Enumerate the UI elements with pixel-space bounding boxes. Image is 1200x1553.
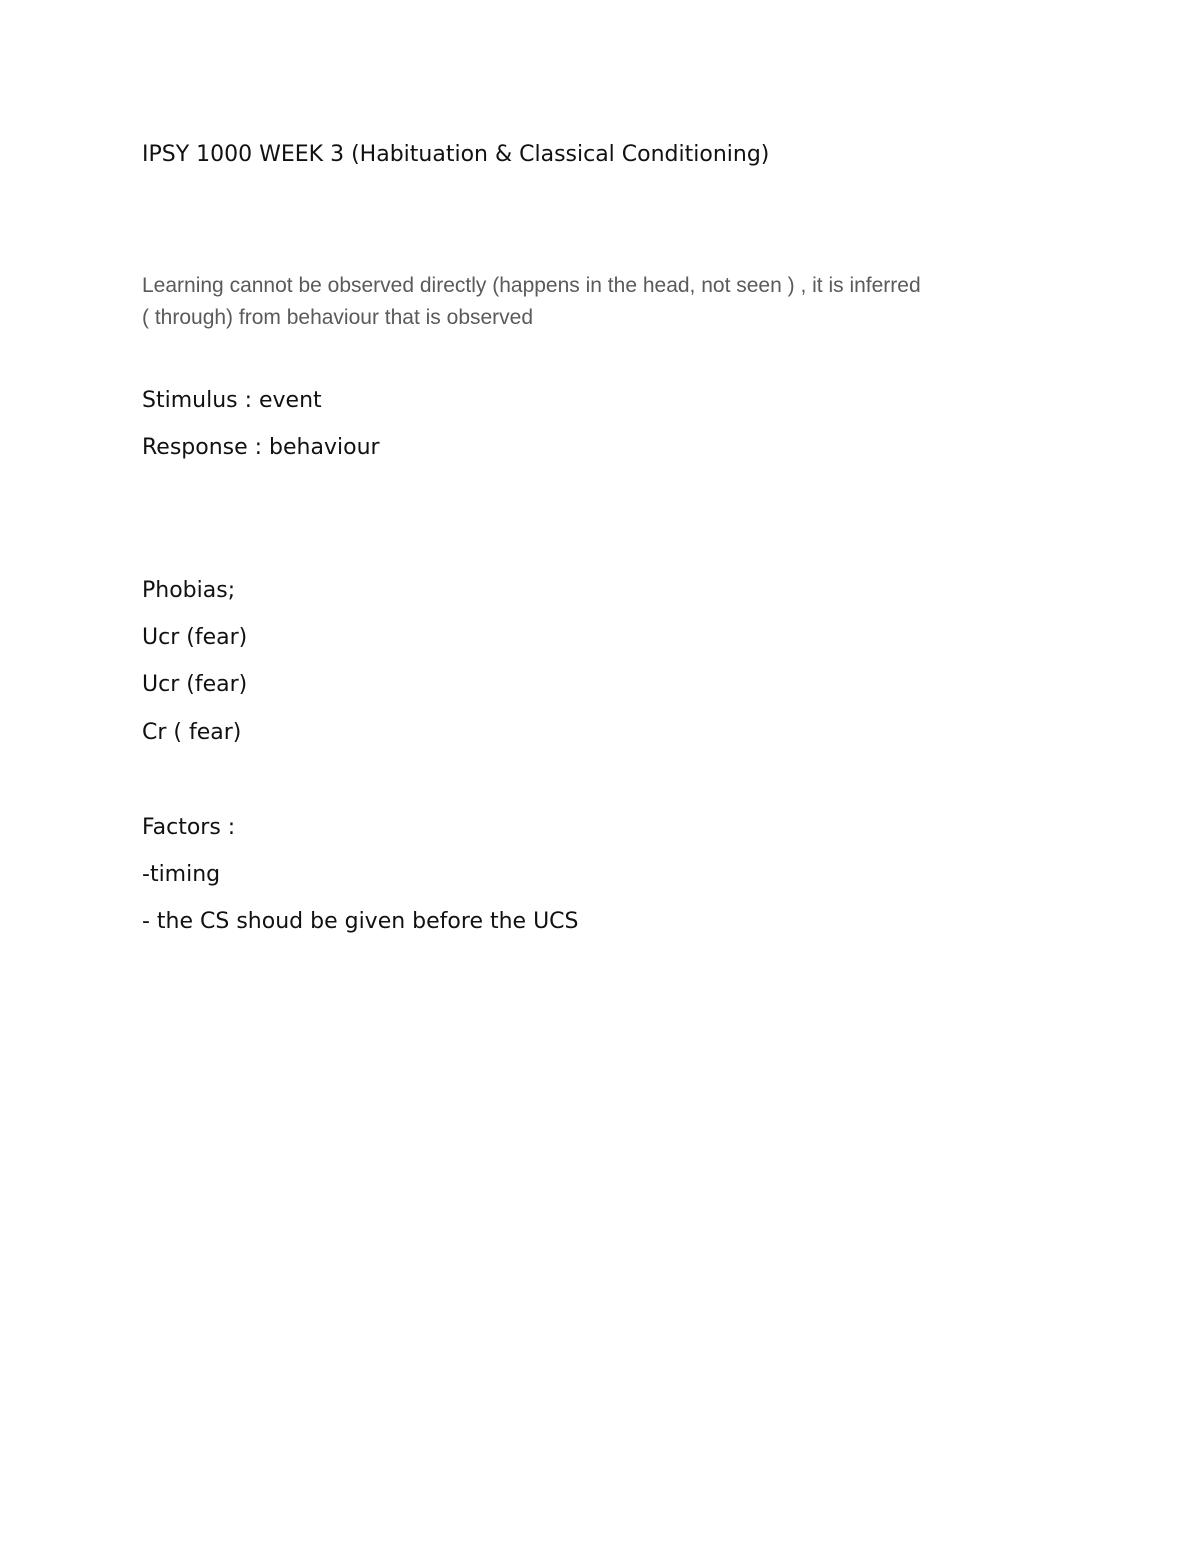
factors-item: - the CS shoud be given before the UCS (142, 909, 579, 934)
response-definition: Response : behaviour (142, 435, 380, 460)
phobias-item: Ucr (fear) (142, 625, 248, 650)
phobias-item: Ucr (fear) (142, 672, 248, 697)
intro-line-1: Learning cannot be observed directly (happens in the head, not seen ) , it is inferred (142, 274, 921, 297)
factors-heading: Factors : (142, 815, 236, 840)
intro-line-2: ( through) from behaviour that is observed (142, 306, 534, 329)
phobias-item: Cr ( fear) (142, 720, 242, 745)
factors-item: -timing (142, 862, 221, 887)
stimulus-definition: Stimulus : event (142, 388, 322, 413)
document-title: IPSY 1000 WEEK 3 (Habituation & Classical Conditioning) (142, 142, 770, 167)
phobias-heading: Phobias; (142, 578, 236, 603)
